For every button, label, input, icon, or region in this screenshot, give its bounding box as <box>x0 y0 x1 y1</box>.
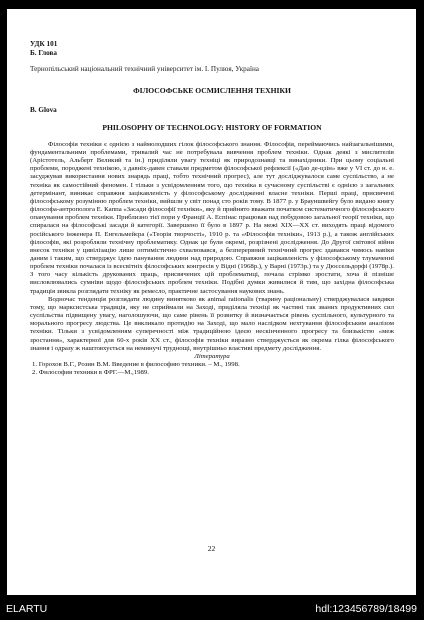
references-heading: Література <box>194 352 230 360</box>
paragraph-1: Філософія техніки є однією з наймолодших гілок філософського знання. Філософія, переймаючись найзагальнішими, фундаментальними проблемами, тривалий час не потребувала вивчення проблем техніки. Однак деякі з мислителів (Арістотель, Альберт Великий та ін.) приділяли увагу техніці як природознавці та винахідники. При цьому соціальні проблеми, породжені технікою, з давніх-давен ставали предметом філософської рефлексії («Дао де-цзін» вже у VI ст. до н. е. засуджував використання нових знарядь праці, тобто технічний прогрес), але тут досліджувалося саме суспільство, а не техніка як самостійний феномен. І тільки з усвідомленням того, що техніка в сучасному суспільстві є однією з загальних детермінант, виникає справжня зацікавленість у філософському дослідженні власне техніки. Перші праці, присвячені філософському розумінню проблем техніки, вийшли у світ понад сто років тому. В 1877 р. у Брауншвейгу було видано книгу філософа-антрополога Е. Каппа «Засади філософії техніки», яку й прийнято вважати початком систематичного філософського опанування проблем техніки. Приблизно тієї пори у Франції А. Еспінас працював над побудовою загальної теорії техніки, що спиралася на філософські засади й категорії. Завершено її було в 1897 р. На межі XIX—XX ст. виходять праці відомого російського інженера П. Енгельмейєра («Теорія творчості», 1910 р. та «Філософія техніки», 1913 р.), а також англійських філософів, які розробляли технічну проблематику. Однак це були окремі, розрізнені дослідження. До Другої світової війни внесок техніки у цивілізацію лише оптимістично схвалювався, а безперервний технічний прогрес здавався чимось навіки даним і таким, що стверджує ідею панування людини над природою. Справжня зацікавленість у філософському тлумаченні проблем техніки почалася із всесвітніх філософських конгресів у Відні (1968р.), у Варні (1973р.) та у Дюссельдорфі (1978р.). З того часу кількість друкованих праць, присвячених цій проблематиці, почала стрімко зростати, хоча й пізніше висловлювались сумніви щодо філософських проблем техніки. Подібні думки живилися й тим, що західна філософська традиція звикла розглядати техніку як ремесло, практичне застосування наукових знань. <box>30 140 394 295</box>
footer-bar <box>0 601 424 620</box>
udk-code: УДК 101 <box>30 40 58 48</box>
repository-name: ELARTU <box>6 603 48 615</box>
title-en: PHILOSOPHY OF TECHNOLOGY: HISTORY OF FORMATION <box>102 122 322 132</box>
reference-item: 1. Горохов В.Г., Розин В.М. Введение в философию техники. – М., 1998. <box>32 361 240 369</box>
handle-id[interactable]: hdl:123456789/18499 <box>315 603 417 615</box>
author-en: B. Glova <box>30 106 57 115</box>
document-page <box>7 9 416 595</box>
references-list <box>30 361 394 377</box>
title-ua: ФІЛОСОФСЬКЕ ОСМИСЛЕННЯ ТЕХНІКИ <box>133 86 291 96</box>
affiliation: Тернопільський національний технічний університет ім. І. Пулюя, Україна <box>30 65 259 74</box>
author-ua: Б. Глова <box>30 49 58 57</box>
article-body <box>30 141 394 353</box>
page-number: 22 <box>207 544 216 553</box>
paragraph-2: Водночас тенденція розглядати людину винятково як animal rationalis (тварину раціональну) стверджувалася завдяки тому, що марксистська традиція, яку не сприймали на Заході, приділяла техніці як частині так званих продуктивних сил суспільства підвищену увагу, наголошуючи, що саме рівень її розвитку й визначається рівень суспільного, культурного та морального прогресу людства. Це викликало протидію на Заході, що мало наслідком нехтування філософським аналізом техніки. Тільки з усвідомленням суперечності між традиційною ідеєю нескінченного прогресу та близькістю «меж зростання», характерної для 60-х років XX ст., філософія техніки виразно стверджується як окрема гілка філософського знання і одразу ж наштовхується на неминучі труднощі, внутрішньо властиві предмету дослідження. <box>30 295 394 352</box>
reference-item: 2. Философия техники в ФРГ.—М.,1989. <box>32 369 149 377</box>
